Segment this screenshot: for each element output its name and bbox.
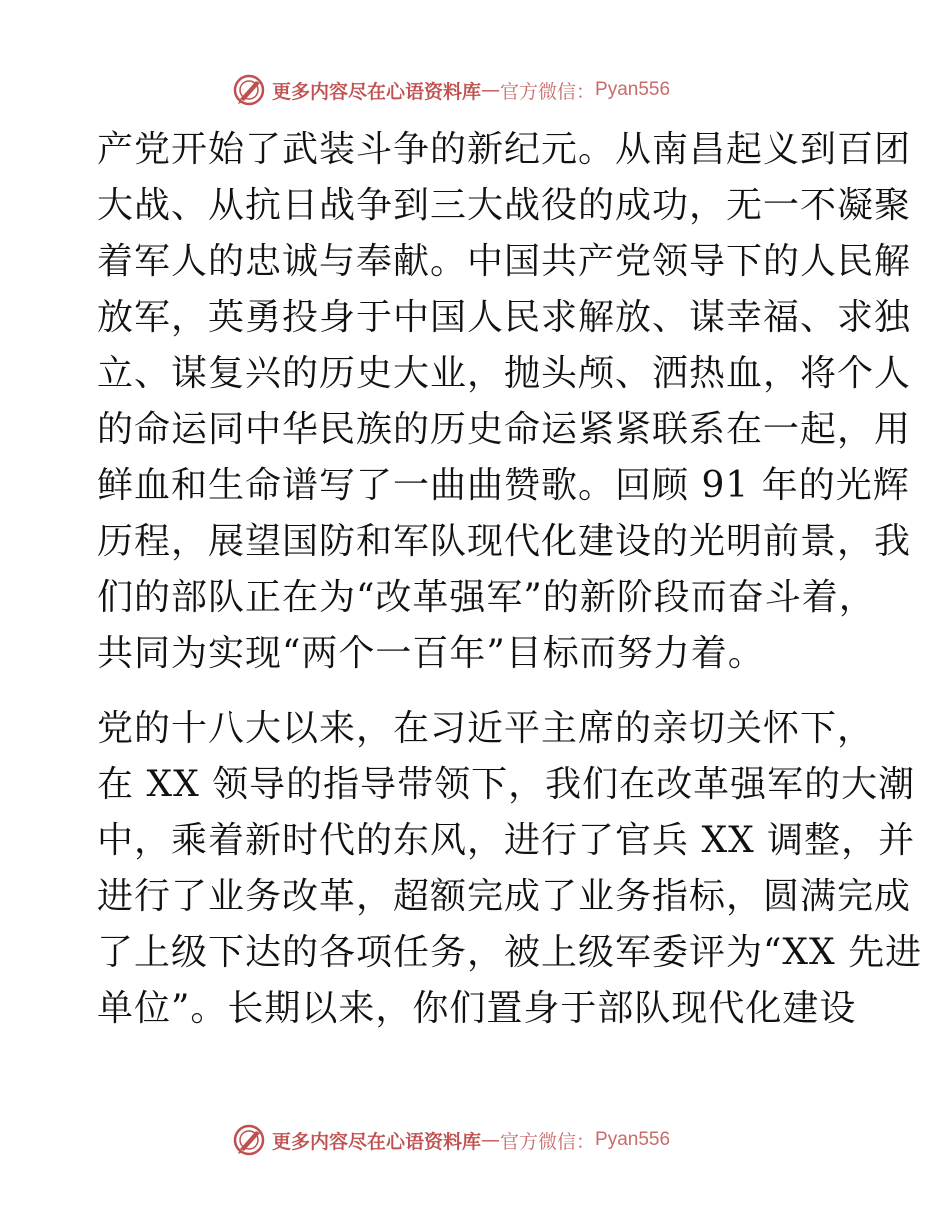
watermark-label: 官方微信： (500, 80, 596, 103)
text-line: 党的十八大以来，在习近平主席的亲切关怀下， (97, 708, 875, 749)
watermark-dash: — (481, 79, 501, 101)
text-line: 共同为实现“两个一百年”目标而努力着。 (97, 633, 765, 674)
text-line: 的命运同中华民族的历史命运紧紧联系在一起，用 (97, 409, 912, 450)
paragraph-spacer (97, 682, 877, 701)
pen-logo-icon (232, 73, 266, 107)
text-line: 进行了业务改革，超额完成了业务指标，圆满完成 (97, 876, 912, 917)
text-line: 产党开始了武装斗争的新纪元。从南昌起义到百团 (97, 129, 912, 170)
watermark-main-text: 更多内容尽在心语资料库 (272, 1130, 482, 1153)
document-body (97, 122, 923, 1037)
text-line: 单位”。长期以来，你们置身于部队现代化建设 (97, 988, 857, 1029)
text-line: 大战、从抗日战争到三大战役的成功，无一不凝聚 (97, 185, 912, 226)
text-line: 放军，英勇投身于中国人民求解放、谋幸福、求独 (97, 297, 912, 338)
watermark-main-text: 更多内容尽在心语资料库 (272, 80, 482, 103)
watermark-dash: — (481, 1129, 501, 1151)
pen-logo-icon (232, 1123, 266, 1157)
text-line: 在 XX 领导的指导带领下，我们在改革强军的大潮 (97, 764, 916, 805)
text-line: 中，乘着新时代的东风，进行了官兵 XX 调整，并 (97, 820, 916, 861)
paragraph (97, 122, 912, 682)
watermark-label: 官方微信： (500, 1130, 596, 1153)
paragraph (97, 701, 923, 1037)
text-line: 着军人的忠诚与奉献。中国共产党领导下的人民解 (97, 241, 912, 282)
watermark-wechat-id: Pyan556 (595, 1129, 671, 1150)
text-line: 了上级下达的各项任务，被上级军委评为“XX 先进 (97, 932, 923, 973)
text-line: 们的部队正在为“改革强军”的新阶段而奋斗着， (97, 577, 876, 618)
footer-watermark (232, 1123, 712, 1157)
text-line: 鲜血和生命谱写了一曲曲赞歌。回顾 91 年的光辉 (97, 465, 910, 506)
header-watermark (232, 73, 712, 107)
text-line: 历程，展望国防和军队现代化建设的光明前景，我 (97, 521, 912, 562)
watermark-wechat-id: Pyan556 (595, 79, 671, 100)
text-line: 立、谋复兴的历史大业，抛头颅、洒热血，将个人 (97, 353, 912, 394)
